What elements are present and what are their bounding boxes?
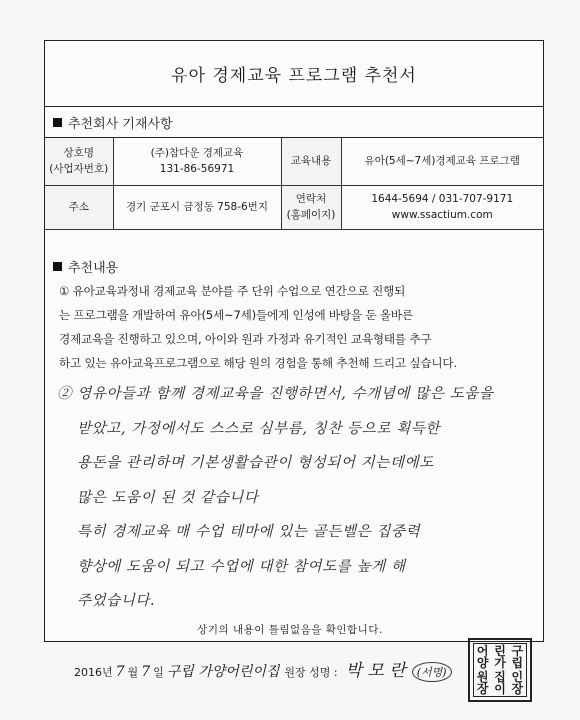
signature-line [74,656,452,682]
handwritten-line: 특히 경제교육 매 수업 테마에 있는 골든벨은 집중력 [77,524,421,540]
handwritten-line: 주었습니다. [77,593,156,609]
sign-role: 원장 성명 : [284,666,338,679]
seal-char: 구립 [511,644,524,670]
sign-month-unit: 월 [127,666,139,679]
contact-label-line2: (홈페이지) [286,208,336,221]
sign-name: 박 모 란 [345,661,406,681]
sign-institution: 구립 가양어린이집 [166,664,280,680]
confirm-statement: 상기의 내용이 틀림없음을 확인합니다. [197,624,383,636]
square-bullet-icon [53,262,62,271]
edu-label: 교육내용 [281,138,341,186]
edu-value: 유아(5세~7세)경제교육 프로그램 [341,138,543,186]
seal-char: 인장 [511,670,524,696]
official-seal [468,638,532,702]
handwritten-line: 향상에 도움이 되고 수업에 대한 참여도를 높게 해 [77,558,406,575]
section-company-label: 추천회사 기재사항 [68,117,173,132]
company-name-cell [113,138,281,186]
contact-label [281,186,341,230]
handwritten-line: 용돈을 관리하며 기본생활습관이 형성되어 지는데에도 [77,455,434,471]
handwritten-line: 받았고, 가정에서도 스스로 심부름, 칭찬 등으로 획득한 [77,420,441,437]
sign-day: 7 [141,664,151,680]
seal-char: 집이 [494,670,506,696]
company-name-label-line2: (사업자번호) [49,162,109,175]
contact-label-line1: 연락처 [295,193,327,206]
handwritten-line: ② 영유아들과 함께 경제교육을 진행하면서, 수개념에 많은 도움을 [57,386,494,402]
document-frame [44,40,544,642]
printed-line: ① 유아교육과정내 경제교육 분야를 주 단위 수업으로 연간으로 진행되 [59,284,406,298]
company-reg-number: 131-86-56971 [159,162,235,175]
square-bullet-icon [53,118,62,127]
handwritten-recommendation [57,377,535,619]
seal-char: 린가 [494,644,506,670]
printed-line: 는 프로그램을 개발하여 유아(5세~7세)들에게 인성에 바탕을 둔 올바른 [59,308,413,322]
address-label: 주소 [45,186,113,230]
handwritten-signature: (서명) [412,662,452,682]
section-content-heading [53,257,118,276]
seal-grid [473,643,527,697]
printed-line: 경제교육을 진행하고 있으며, 아이와 원과 가정과 유기적인 교육형태를 추구 [59,332,432,346]
seal-char: 어양 [476,644,489,670]
seal-char: 원장 [476,670,489,696]
sign-day-unit: 일 [153,666,164,679]
printed-line: 하고 있는 유아교육프로그램으로 해당 원의 경험을 통해 추천해 드리고 싶습니다. [59,356,457,370]
sign-month: 7 [115,664,125,680]
contact-website: www.ssactium.com [391,208,493,221]
section-company-heading [53,113,173,132]
document-title: 유아 경제교육 프로그램 추천서 [45,41,543,107]
company-name: (주)참다운 경제교육 [150,147,244,160]
sign-year: 2016년 [74,666,113,679]
handwritten-line: 많은 도움이 된 것 같습니다 [77,489,259,506]
printed-recommendation [59,279,535,375]
contact-phone: 1644-5694 / 031-707-9171 [371,193,514,206]
company-name-label-line1: 상호명 [63,147,94,160]
company-info-table [45,137,543,230]
company-name-label [45,138,113,186]
address-value: 경기 군포시 금정동 758-6번지 [113,186,281,230]
section-content-label: 추천내용 [68,261,119,276]
contact-cell [341,186,543,230]
